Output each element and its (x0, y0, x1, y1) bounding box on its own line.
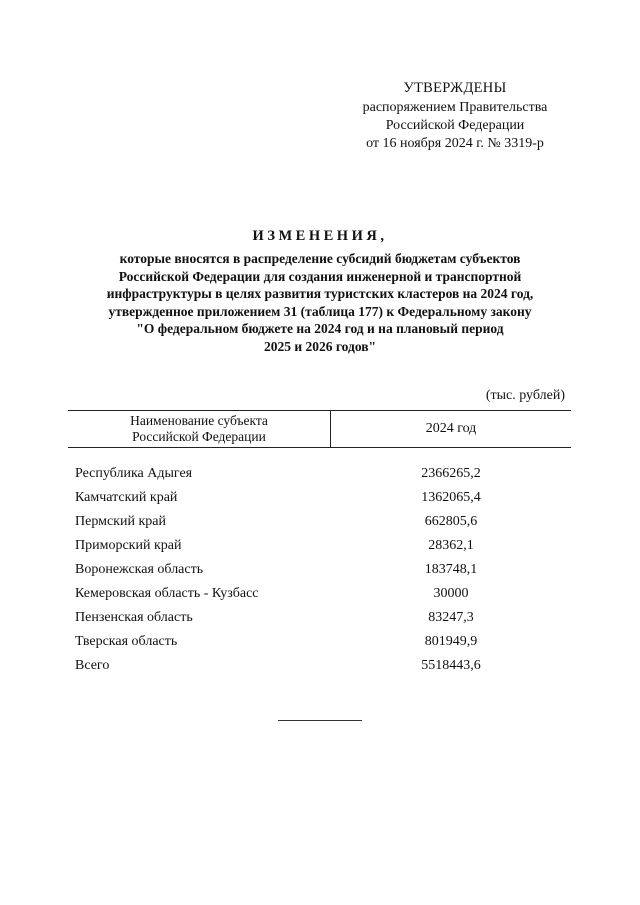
document-subtitle (60, 250, 580, 355)
approval-line-2: Российской Федерации (385, 118, 525, 133)
total-label: Всего (75, 658, 110, 673)
region-name: Приморский край (75, 538, 182, 553)
region-name: Тверская область (75, 634, 178, 649)
region-name: Республика Адыгея (75, 466, 193, 481)
subsidy-value: 1362065,4 (421, 490, 481, 505)
approval-line-3: от 16 ноября 2024 г. № 3319-р (366, 136, 544, 151)
document-title: ИЗМЕНЕНИЯ, (252, 228, 388, 244)
subtitle-line: утвержденное приложением 31 (таблица 177) к Федеральному закону (108, 303, 532, 319)
header-year: 2024 год (425, 421, 477, 436)
subsidy-value: 801949,9 (424, 634, 478, 649)
subtitle-line: "О федеральном бюджете на 2024 год и на плановый период (136, 321, 504, 336)
table-row (68, 558, 571, 582)
table-row (68, 630, 571, 654)
subtitle-line: которые вносятся в распределение субсидий бюджетам субъектов (119, 251, 521, 266)
header-subject-line-2: Российской Федерации (132, 429, 266, 444)
subsidy-value: 183748,1 (424, 562, 478, 577)
table-header (68, 410, 571, 448)
subsidy-value: 30000 (433, 586, 469, 601)
unit-label: (тыс. рублей) (485, 388, 565, 403)
subsidy-value: 662805,6 (424, 514, 478, 529)
subsidy-value: 2366265,2 (421, 466, 481, 481)
approval-line-1: распоряжением Правительства (362, 100, 548, 115)
closing-divider (278, 720, 362, 721)
table-row (68, 486, 571, 510)
region-name: Пермский край (75, 514, 166, 529)
subsidy-value: 28362,1 (428, 538, 474, 553)
subtitle-line: инфраструктуры в целях развития туристских кластеров на 2024 год, (106, 286, 534, 301)
approval-heading: УТВЕРЖДЕНЫ (403, 80, 507, 96)
region-name: Кемеровская область - Кузбасс (75, 586, 259, 601)
table-row (68, 606, 571, 630)
subsidy-value: 83247,3 (428, 610, 474, 625)
subtitle-line: Российской Федерации для создания инженерной и транспортной (118, 268, 522, 284)
table-row-total (68, 654, 571, 678)
table-row (68, 462, 571, 486)
total-value: 5518443,6 (421, 658, 481, 673)
region-name: Пензенская область (75, 610, 193, 625)
table-row (68, 510, 571, 534)
region-name: Воронежская область (75, 562, 204, 577)
table-body (68, 462, 571, 678)
header-subject-name (68, 411, 331, 447)
table-row (68, 534, 571, 558)
table-row (68, 582, 571, 606)
subtitle-line: 2025 и 2026 годов" (263, 338, 377, 354)
approval-block (335, 79, 575, 153)
header-subject-line-1: Наименование субъекта (130, 413, 268, 428)
region-name: Камчатский край (75, 490, 178, 505)
